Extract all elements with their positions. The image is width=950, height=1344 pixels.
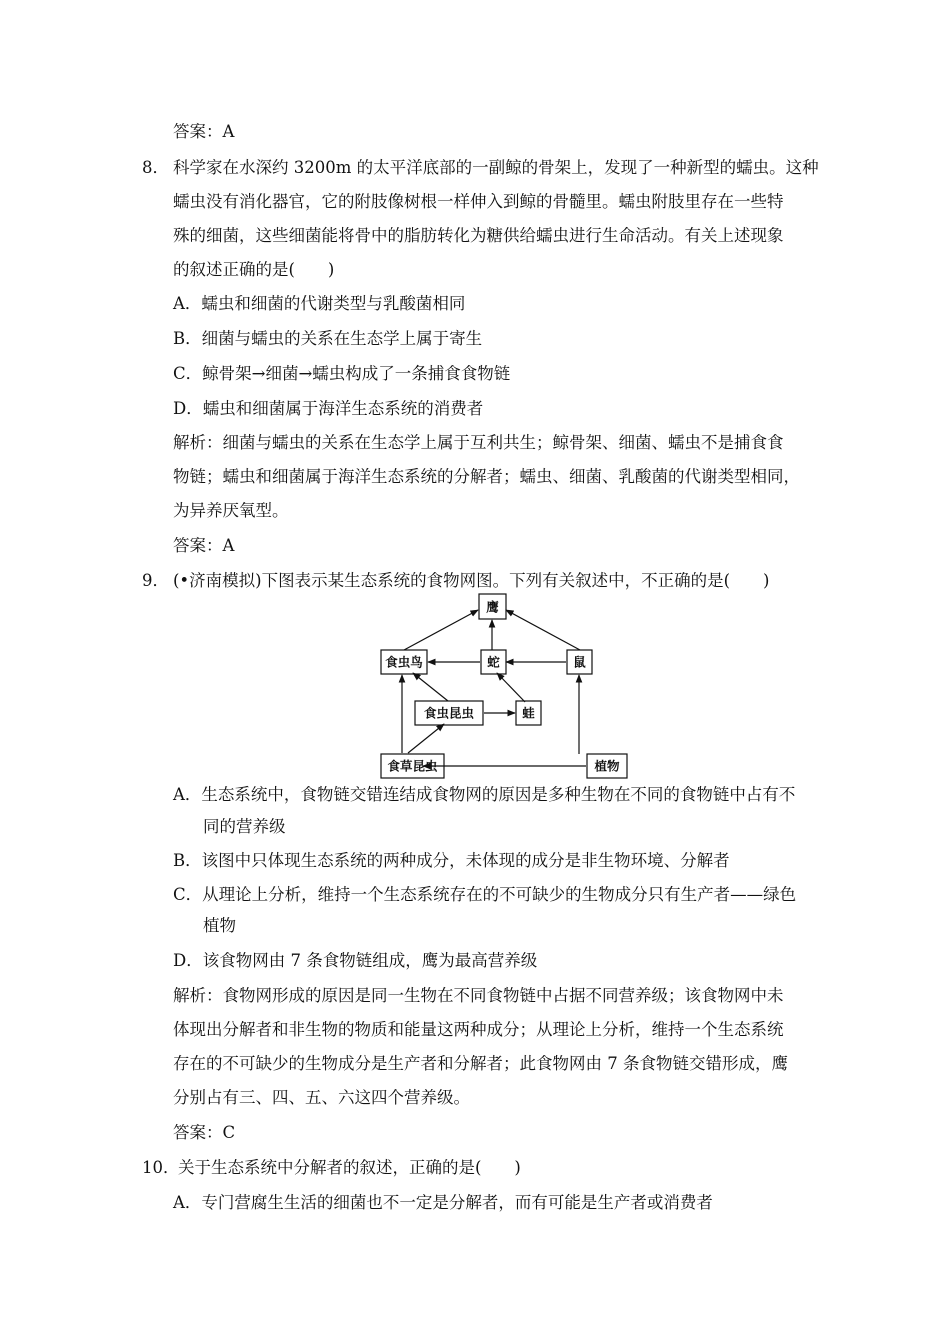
node-mouse: 鼠 [573,654,586,670]
q10-stem: 关于生态系统中分解者的叙述，正确的是( ) [178,1158,521,1177]
q9-analysis-line-4: 分别占有三、四、五、六这四个营养级。 [173,1088,470,1107]
node-plant: 植物 [594,758,620,774]
q9-option-b: B．该图中只体现生态系统的两种成分，未体现的成分是非生物环境、分解者 [173,851,730,870]
q9-option-c-line-1: C．从理论上分析，维持一个生态系统存在的不可缺少的生物成分只有生产者——绿色 [173,885,797,904]
q8-stem-line-2: 蠕虫没有消化器官，它的附肢像树根一样伸入到鲸的骨髓里。蠕虫附肢里存在一些特 [173,192,784,211]
q9-option-a-line-2: 同的营养级 [203,817,286,836]
q8-stem-line-4: 的叙述正确的是( ) [173,260,335,279]
node-frog: 蛙 [522,705,535,721]
q9-option-c-line-2: 植物 [203,916,236,935]
node-insectivore-insect: 食虫昆虫 [423,705,475,721]
q8-number: 8． [142,158,169,177]
q7-answer: 答案：A [173,122,235,141]
q8-option-b: B．细菌与蠕虫的关系在生态学上属于寄生 [173,329,483,348]
q8-option-c: C．鲸骨架→细菌→蠕虫构成了一条捕食食物链 [173,364,511,383]
q8-option-d: D．蠕虫和细菌属于海洋生态系统的消费者 [173,399,484,418]
q8-stem-line-3: 殊的细菌，这些细菌能将骨中的脂肪转化为糖供给蠕虫进行生命活动。有关上述现象 [173,226,784,245]
edge-bird-eagle [404,610,478,650]
q8-option-a: A．蠕虫和细菌的代谢类型与乳酸菌相同 [173,294,466,313]
edge-mouse-eagle [506,610,580,650]
q8-answer: 答案：A [173,536,235,555]
q8-stem-line-1: 科学家在水深约 3200m 的太平洋底部的一副鲸的骨架上，发现了一种新型的蠕虫。这种 [173,158,819,177]
q8-analysis-line-1: 解析：细菌与蠕虫的关系在生态学上属于互利共生；鲸骨架、细菌、蠕虫不是捕食食 [173,433,784,452]
node-eagle: 鹰 [486,599,499,615]
q8-analysis-line-3: 为异养厌氧型。 [173,501,289,520]
q9-number: 9． [142,571,169,590]
node-bird: 食虫鸟 [385,654,423,670]
edge-frog-snake [497,673,525,702]
node-snake: 蛇 [487,654,500,670]
q9-option-d: D．该食物网由 7 条食物链组成，鹰为最高营养级 [173,951,538,970]
q9-stem: (•济南模拟)下图表示某生态系统的食物网图。下列有关叙述中，不正确的是( ) [173,571,770,590]
q9-analysis-line-3: 存在的不可缺少的生物成分是生产者和分解者；此食物网由 7 条食物链交错形成，鹰 [173,1054,788,1073]
node-herbivore-insect: 食草昆虫 [387,758,438,774]
q10-option-a: A．专门营腐生生活的细菌也不一定是分解者，而有可能是生产者或消费者 [173,1193,713,1212]
q8-analysis-line-2: 物链；蠕虫和细菌属于海洋生态系统的分解者；蠕虫、细菌、乳酸菌的代谢类型相同， [173,467,800,486]
edge-insectivore-bird [413,673,448,701]
q9-answer: 答案：C [173,1123,236,1142]
q9-analysis-line-1: 解析：食物网形成的原因是同一生物在不同食物链中占据不同营养级；该食物网中未 [173,986,784,1005]
q9-analysis-line-2: 体现出分解者和非生物的物质和能量这两种成分；从理论上分析，维持一个生态系统 [173,1020,784,1039]
edge-herbivore-insectivore [408,724,444,753]
q10-number: 10． [142,1158,180,1177]
q9-option-a-line-1: A．生态系统中，食物链交错连结成食物网的原因是多种生物在不同的食物链中占有不 [173,785,796,804]
